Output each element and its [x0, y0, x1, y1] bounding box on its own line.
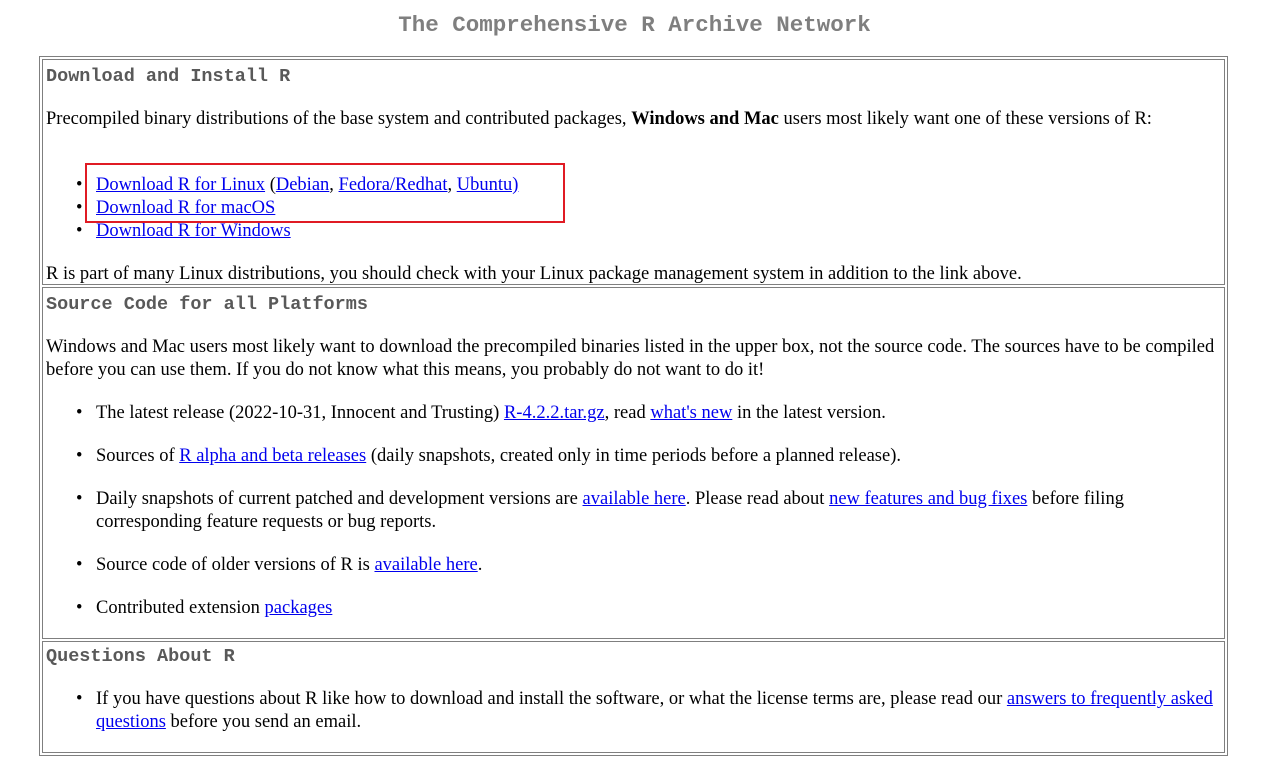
- comma-text: ,: [447, 175, 457, 195]
- source-intro-text: Windows and Mac users most likely want to download the precompiled binaries listed in the upper box, not the source code. The sources have to be compiled before you can use them. If you do not know what this means, you probably do not want to do it!: [46, 337, 1215, 380]
- page-title: The Comprehensive R Archive Network: [398, 12, 871, 38]
- questions-list: [43, 688, 1219, 734]
- windows-mac-bold: Windows and Mac: [631, 109, 779, 129]
- item-text: Sources of: [96, 446, 180, 466]
- download-intro-after: users most likely want one of these versions of R:: [783, 109, 1152, 129]
- bullet-icon: •: [76, 446, 83, 466]
- debian-link[interactable]: Debian: [275, 175, 330, 195]
- item-text: Daily snapshots of current patched and development versions are: [96, 489, 583, 509]
- item-text: Contributed extension: [96, 598, 265, 618]
- bullet-icon: •: [76, 598, 83, 618]
- list-item: [43, 554, 1219, 577]
- older-versions-link[interactable]: available here: [374, 555, 478, 575]
- download-intro-text: [46, 108, 1222, 131]
- source-links-list: [43, 402, 1219, 620]
- item-text: If you have questions about R like how to download and install the software, or what the license terms are, please read our: [96, 689, 1007, 709]
- list-item: [43, 597, 1219, 620]
- download-install-heading: Download and Install R: [46, 66, 291, 87]
- download-intro-before: Precompiled binary distributions of the base system and contributed packages,: [46, 109, 627, 129]
- bullet-icon: •: [76, 489, 83, 509]
- source-code-heading: Source Code for all Platforms: [46, 294, 368, 315]
- list-item: [43, 488, 1219, 534]
- paren-text: (: [265, 175, 276, 195]
- list-item: [43, 174, 1219, 197]
- list-item: [43, 688, 1219, 734]
- list-item: [43, 220, 1219, 243]
- item-text: (daily snapshots, created only in time periods before a planned release).: [366, 446, 901, 466]
- packages-link[interactable]: packages: [264, 598, 333, 618]
- ubuntu-link[interactable]: Ubuntu): [456, 175, 519, 195]
- download-footer-text: R is part of many Linux distributions, you should check with your Linux package management system in addition to the link above.: [46, 264, 1022, 284]
- whats-new-link[interactable]: what's new: [650, 403, 733, 423]
- item-text: before filing corresponding feature requests or bug reports.: [96, 489, 1124, 532]
- comma-text: ,: [329, 175, 339, 195]
- download-install-section: [42, 59, 1225, 285]
- download-links-list: [43, 174, 1219, 243]
- download-linux-link[interactable]: Download R for Linux: [96, 175, 266, 195]
- item-text: in the latest version.: [732, 403, 886, 423]
- content-table: [39, 56, 1228, 756]
- daily-snapshots-link[interactable]: available here: [582, 489, 686, 509]
- new-features-link[interactable]: new features and bug fixes: [829, 489, 1028, 509]
- bullet-icon: •: [76, 175, 83, 195]
- bullet-icon: •: [76, 689, 83, 709]
- r-tarball-link[interactable]: R-4.2.2.tar.gz: [503, 403, 605, 423]
- fedora-redhat-link[interactable]: Fedora/Redhat: [338, 175, 448, 195]
- bullet-icon: •: [76, 555, 83, 575]
- alpha-beta-releases-link[interactable]: R alpha and beta releases: [179, 446, 367, 466]
- list-item: [43, 445, 1219, 468]
- questions-section: [42, 641, 1225, 753]
- download-windows-link[interactable]: Download R for Windows: [96, 221, 291, 241]
- faq-link[interactable]: answers to frequently asked questions: [96, 689, 1213, 732]
- bullet-icon: •: [76, 198, 83, 218]
- list-item: [43, 402, 1219, 425]
- bullet-icon: •: [76, 403, 83, 423]
- item-text: . Please read about: [685, 489, 830, 509]
- source-code-section: [42, 287, 1225, 639]
- questions-heading: Questions About R: [46, 646, 235, 667]
- list-item: [43, 197, 1219, 220]
- item-text: before you send an email.: [165, 712, 362, 732]
- item-text: .: [477, 555, 483, 575]
- download-macos-link[interactable]: Download R for macOS: [96, 198, 276, 218]
- item-text: Source code of older versions of R is: [96, 555, 375, 575]
- bullet-icon: •: [76, 221, 83, 241]
- item-text: , read: [604, 403, 651, 423]
- item-text: The latest release (2022-10-31, Innocent and Trusting): [96, 403, 504, 423]
